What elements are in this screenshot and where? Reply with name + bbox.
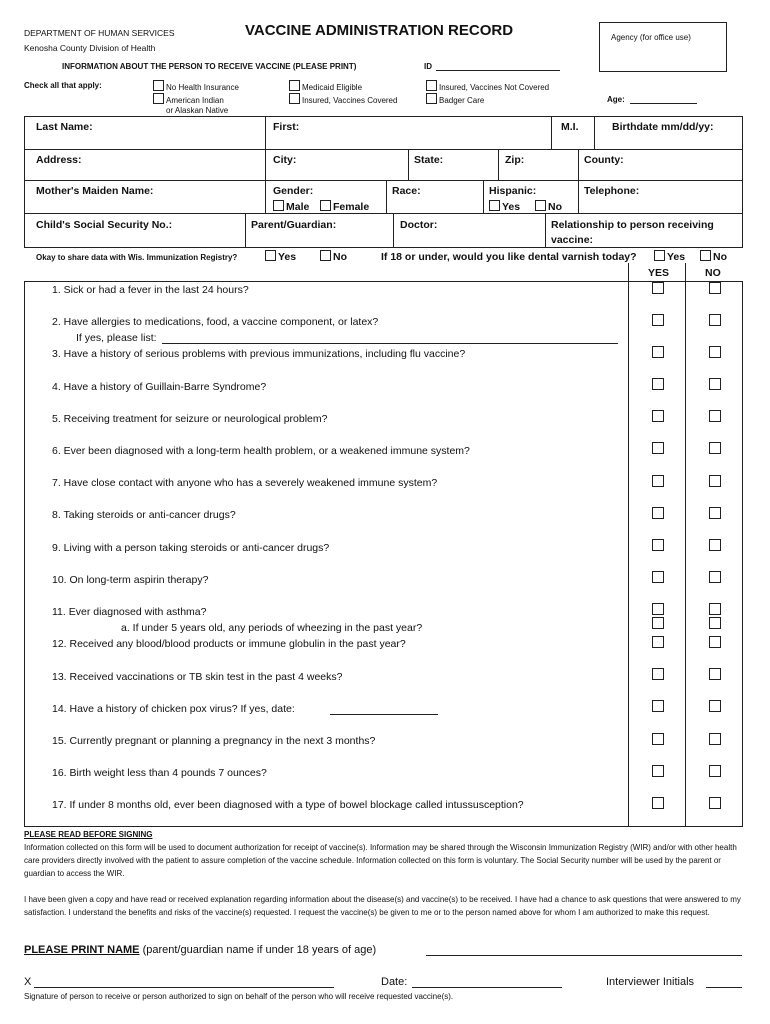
date-field[interactable] [412, 987, 562, 988]
alaskan-native-label: or Alaskan Native [166, 106, 229, 115]
q13-yes-checkbox[interactable] [652, 668, 664, 680]
question-5: 5. Receiving treatment for seizure or neurological problem? [52, 413, 328, 425]
checkbox[interactable] [535, 200, 546, 211]
registry-yes-option[interactable]: Yes [265, 250, 296, 263]
table-border-left [24, 281, 25, 826]
question-10: 10. On long-term aspirin therapy? [52, 574, 209, 586]
allergy-list-field[interactable] [162, 343, 618, 344]
gender-male-option[interactable]: Male [273, 200, 309, 213]
table-border-left [24, 116, 25, 247]
hispanic-yes-option[interactable]: Yes [489, 200, 520, 213]
table-rule [545, 213, 546, 247]
table-border-right [742, 281, 743, 826]
q13-no-checkbox[interactable] [709, 668, 721, 680]
no-insurance-option[interactable]: No Health Insurance [153, 80, 239, 92]
checkbox[interactable] [320, 200, 331, 211]
table-rule [265, 149, 266, 180]
q14-yes-checkbox[interactable] [652, 700, 664, 712]
table-rule [24, 247, 743, 248]
q9-no-checkbox[interactable] [709, 539, 721, 551]
q10-yes-checkbox[interactable] [652, 571, 664, 583]
first-name-label[interactable]: First: [273, 121, 300, 133]
division-label: Kenosha County Division of Health [24, 43, 156, 53]
q16-no-checkbox[interactable] [709, 765, 721, 777]
question-11: 11. Ever diagnosed with asthma? [52, 606, 207, 618]
checkbox[interactable] [700, 250, 711, 261]
q6-no-checkbox[interactable] [709, 442, 721, 454]
dental-varnish-question: If 18 or under, would you like dental varnish today? [381, 251, 637, 263]
table-border-top [24, 116, 743, 117]
print-name-note: (parent/guardian name if under 18 years of age) [139, 944, 377, 956]
q9-yes-checkbox[interactable] [652, 539, 664, 551]
q7-no-checkbox[interactable] [709, 475, 721, 487]
q12-yes-checkbox[interactable] [652, 636, 664, 648]
question-2: 2. Have allergies to medications, food, a vaccine component, or latex? [52, 316, 379, 328]
consent-paragraph: I have been given a copy and have read or received explanation regarding information about the disease(s) and vaccine(s) to be received. I have had a chance to ask questions that were answered to my satisfaction. I understand the benefits and risks of the vaccine(s) requested. I request the vaccine(s) be given to me or to the person named above for whom I am authorized to make this request. [24, 895, 741, 917]
table-rule [628, 263, 629, 826]
q4-yes-checkbox[interactable] [652, 378, 664, 390]
checkbox[interactable] [426, 80, 437, 91]
table-rule [245, 213, 246, 247]
question-3: 3. Have a history of serious problems with previous immunizations, including flu vaccine? [52, 348, 466, 360]
question-1: 1. Sick or had a fever in the last 24 hours? [52, 284, 249, 296]
department-label: DEPARTMENT OF HUMAN SERVICES [24, 28, 175, 38]
dental-no-option[interactable]: No [700, 250, 727, 263]
registry-question: Okay to share data with Wis. Immunization Registry? [36, 253, 238, 262]
telephone-label[interactable]: Telephone: [584, 185, 640, 197]
question-11a: a. If under 5 years old, any periods of wheezing in the past year? [121, 622, 423, 634]
checkbox[interactable] [320, 250, 331, 261]
county-label[interactable]: County: [584, 154, 624, 166]
hispanic-label: Hispanic: [489, 185, 537, 197]
parent-guardian-label[interactable]: Parent/Guardian: [251, 219, 337, 231]
print-name-label: PLEASE PRINT NAME [24, 944, 140, 956]
gender-female-option[interactable]: Female [320, 200, 369, 213]
table-rule [24, 826, 743, 827]
q5-no-checkbox[interactable] [709, 410, 721, 422]
agency-box-label: Agency (for office use) [611, 33, 691, 42]
table-rule [265, 116, 266, 149]
q8-no-checkbox[interactable] [709, 507, 721, 519]
checkbox[interactable] [265, 250, 276, 261]
q1-yes-checkbox[interactable] [652, 282, 664, 294]
last-name-label[interactable]: Last Name: [36, 121, 93, 133]
state-label[interactable]: State: [414, 154, 444, 166]
zip-label[interactable]: Zip: [505, 154, 525, 166]
badger-care-option[interactable]: Badger Care [426, 93, 484, 105]
q11a-no-checkbox[interactable] [709, 617, 721, 629]
question-9: 9. Living with a person taking steroids or anti-cancer drugs? [52, 542, 330, 554]
address-label[interactable]: Address: [36, 154, 82, 166]
table-rule [24, 149, 743, 150]
q10-no-checkbox[interactable] [709, 571, 721, 583]
no-column-header: NO [705, 267, 721, 279]
question-17: 17. If under 8 months old, ever been diagnosed with a type of bowel blockage called intussusception? [52, 799, 524, 811]
info-line: INFORMATION ABOUT THE PERSON TO RECEIVE VACCINE (PLEASE PRINT) [62, 62, 357, 71]
middle-initial-label[interactable]: M.I. [561, 121, 579, 133]
print-name-field[interactable] [426, 955, 742, 956]
question-13: 13. Received vaccinations or TB skin test in the past 4 weeks? [52, 671, 343, 683]
q4-no-checkbox[interactable] [709, 378, 721, 390]
q2-yes-checkbox[interactable] [652, 314, 664, 326]
dental-yes-option[interactable]: Yes [654, 250, 685, 263]
table-rule [483, 180, 484, 213]
city-label[interactable]: City: [273, 154, 297, 166]
q3-yes-checkbox[interactable] [652, 346, 664, 358]
check-all-label: Check all that apply: [24, 81, 102, 90]
american-indian-option[interactable]: American Indian [153, 93, 224, 105]
interviewer-initials-field[interactable] [706, 987, 742, 988]
checkbox[interactable] [289, 93, 300, 104]
form-title: VACCINE ADMINISTRATION RECORD [245, 22, 514, 39]
medicaid-option[interactable]: Medicaid Eligible [289, 80, 362, 92]
q6-yes-checkbox[interactable] [652, 442, 664, 454]
q16-yes-checkbox[interactable] [652, 765, 664, 777]
table-rule [24, 180, 743, 181]
signature-x: X [24, 976, 32, 988]
q11-yes-checkbox[interactable] [652, 603, 664, 615]
registry-no-option[interactable]: No [320, 250, 347, 263]
question-2-list-label: If yes, please list: [76, 332, 157, 344]
question-8: 8. Taking steroids or anti-cancer drugs? [52, 509, 236, 521]
ssn-label[interactable]: Child's Social Security No.: [36, 219, 173, 231]
table-rule [408, 149, 409, 180]
signature-note: Signature of person to receive or person authorized to sign on behalf of the person who will receive requested vaccine(s). [24, 992, 454, 1001]
gender-label: Gender: [273, 185, 314, 197]
q5-yes-checkbox[interactable] [652, 410, 664, 422]
yes-column-header: YES [648, 267, 670, 279]
q17-no-checkbox[interactable] [709, 797, 721, 809]
date-label: Date: [381, 976, 408, 988]
table-border-right [742, 116, 743, 247]
q11a-yes-checkbox[interactable] [652, 617, 664, 629]
checkbox[interactable] [654, 250, 665, 261]
q7-yes-checkbox[interactable] [652, 475, 664, 487]
hispanic-no-option[interactable]: No [535, 200, 562, 213]
age-label: Age: [607, 95, 625, 104]
checkbox[interactable] [153, 80, 164, 91]
maiden-name-label[interactable]: Mother's Maiden Name: [36, 185, 154, 197]
table-rule [24, 281, 743, 282]
info-disclosure-paragraph: Information collected on this form will be used to document authorization for receipt of vaccine(s). Information may be shared through the Wisconsin Immunization Registry (WIR) and/or with other health care providers directly involved with the patient to assure completion of the vaccine schedule. Information collected on this form is voluntary. The Social Security number will be used by the parent or guardian to access the WIR. [24, 843, 737, 878]
id-label: ID [424, 62, 432, 71]
question-12: 12. Received any blood/blood products or immune globulin in the past year? [52, 638, 406, 650]
q14-no-checkbox[interactable] [709, 700, 721, 712]
table-rule [578, 149, 579, 180]
birthdate-label[interactable]: Birthdate mm/dd/yy: [612, 121, 714, 133]
question-16: 16. Birth weight less than 4 pounds 7 ounces? [52, 767, 267, 779]
question-14: 14. Have a history of chicken pox virus? If yes, date: [52, 703, 295, 715]
interviewer-initials-label: Interviewer Initials [606, 976, 695, 988]
table-rule [578, 180, 579, 213]
table-rule [498, 149, 499, 180]
relationship-label-2: vaccine: [551, 234, 594, 246]
insured-covered-option[interactable]: Insured, Vaccines Covered [289, 93, 397, 105]
insured-not-covered-option[interactable]: Insured, Vaccines Not Covered [426, 80, 549, 92]
q11-no-checkbox[interactable] [709, 603, 721, 615]
race-label[interactable]: Race: [392, 185, 421, 197]
table-rule [551, 116, 552, 149]
table-rule [386, 180, 387, 213]
relationship-label[interactable]: Relationship to person receiving [551, 219, 714, 231]
chicken-pox-date-field[interactable] [330, 714, 438, 715]
question-15: 15. Currently pregnant or planning a pregnancy in the next 3 months? [52, 735, 376, 747]
q1-no-checkbox[interactable] [709, 282, 721, 294]
table-rule [685, 263, 686, 826]
read-before-signing-title: PLEASE READ BEFORE SIGNING [24, 830, 153, 839]
question-4: 4. Have a history of Guillain-Barre Syndrome? [52, 381, 267, 393]
table-rule [24, 213, 743, 214]
checkbox[interactable] [153, 93, 164, 104]
q2-no-checkbox[interactable] [709, 314, 721, 326]
question-7: 7. Have close contact with anyone who has a severely weakened immune system? [52, 477, 438, 489]
id-field[interactable] [436, 70, 560, 71]
signature-field[interactable] [34, 987, 334, 988]
age-field[interactable] [630, 103, 697, 104]
checkbox[interactable] [426, 93, 437, 104]
table-rule [393, 213, 394, 247]
agency-box[interactable] [599, 22, 727, 72]
table-rule [594, 116, 595, 149]
checkbox[interactable] [289, 80, 300, 91]
q3-no-checkbox[interactable] [709, 346, 721, 358]
checkbox[interactable] [273, 200, 284, 211]
q15-yes-checkbox[interactable] [652, 733, 664, 745]
q17-yes-checkbox[interactable] [652, 797, 664, 809]
print-name-row [24, 944, 376, 956]
q15-no-checkbox[interactable] [709, 733, 721, 745]
q12-no-checkbox[interactable] [709, 636, 721, 648]
doctor-label[interactable]: Doctor: [400, 219, 438, 231]
checkbox[interactable] [489, 200, 500, 211]
question-6: 6. Ever been diagnosed with a long-term health problem, or a weakened immune system? [52, 445, 470, 457]
q8-yes-checkbox[interactable] [652, 507, 664, 519]
table-rule [265, 180, 266, 213]
